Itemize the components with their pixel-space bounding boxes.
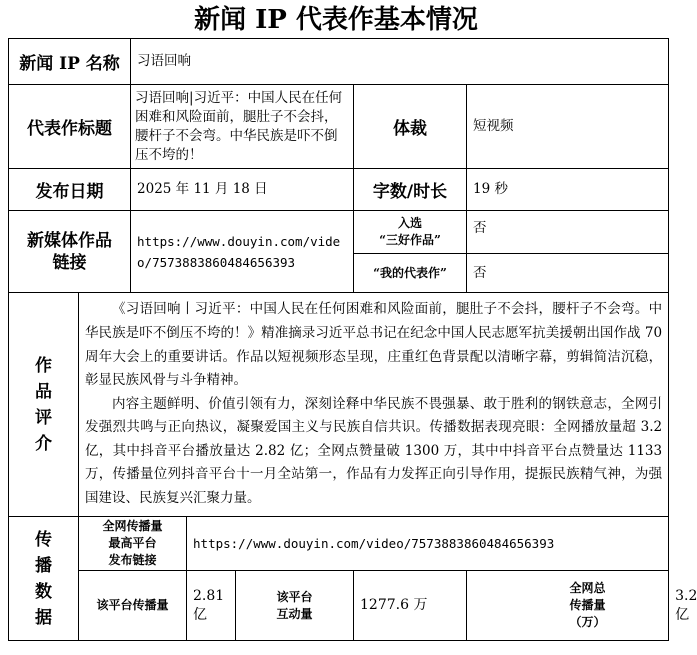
length-label: 字数/时长 [354, 169, 467, 211]
row-evaluation [9, 293, 669, 517]
row-spread-stats: 该平台传播量 2.81 亿 该平台 互动量 1277.6 万 全网总 传播量 （万） 3.2 亿 [9, 571, 669, 641]
total-spread-label-line1: 全网总 [569, 581, 606, 595]
length-value: 19 秒 [467, 169, 669, 211]
evaluation-paragraph-1: 《习语回响丨习近平：中国人民在任何困难和风险面前，腿肚子不会抖，腰杆子不会弯。中华民族是吓不倒压不垮的！》精准摘录习近平总书记在纪念中国人民志愿军抗美援朝出国作战 70 周年大会上的重要讲话。作品以短视频形态呈现，庄重红色背景配以清晰字幕，剪辑简洁沉稳，彰显民族风骨与斗争精神。 [85, 301, 663, 389]
row-title [9, 85, 669, 169]
top-platform-label-line2: 最高平台 [108, 536, 157, 550]
spread-label-char: 据 [35, 607, 52, 628]
row-ip-name [9, 39, 669, 85]
title-label: 代表作标题 [9, 85, 131, 169]
date-value: 2025 年 11 月 18 日 [131, 169, 354, 211]
total-spread-label [467, 571, 669, 641]
top-platform-label [79, 517, 187, 571]
top-platform-label-line1: 全网传播量 [102, 519, 163, 533]
top-platform-link[interactable]: https://www.douyin.com/video/7573883860484656393 [187, 517, 669, 571]
genre-label: 体裁 [354, 85, 467, 169]
spread-label-char: 数 [35, 581, 52, 602]
evaluation-label-char: 介 [35, 433, 52, 454]
ip-name-value: 习语回响 [131, 39, 669, 85]
total-spread-label-line3: （万） [569, 615, 606, 629]
spread-label [9, 517, 79, 641]
evaluation-paragraph-2: 内容主题鲜明、价值引领有力，深刻诠释中华民族不畏强暴、敢于胜利的钢铁意志，全网引发强烈共鸣与正向热议，凝聚爱国主义与民族自信共识。传播数据表现亮眼：全网播放量超 3.2 亿，其中抖音平台播放量达 2.82 亿；全网点赞量破 1300 万，其中中抖音平台点赞量达 1133 万，传播量位列抖音平台十一月全站第一，作品有力发挥正向引导作用，提振民族精气神，为强国建设、民族复兴汇聚力量。 [85, 395, 663, 507]
ip-name-label: 新闻 IP 名称 [9, 39, 131, 85]
total-spread-label-line2: 传播量 [569, 598, 606, 612]
spread-label-char: 播 [35, 555, 52, 576]
document-title: 新闻 IP 代表作基本情况 [194, 5, 478, 35]
three-good-label-line1: 入选 [398, 216, 423, 230]
link-label [9, 211, 131, 293]
row-top-platform [9, 517, 669, 571]
row-link [9, 211, 669, 254]
link-label-line2: 链接 [52, 252, 87, 273]
top-platform-label-line3: 发布链接 [108, 553, 157, 567]
three-good-label-line2: “三好作品” [379, 233, 441, 247]
evaluation-label-char: 评 [35, 407, 52, 428]
evaluation-label-char: 作 [35, 355, 52, 376]
platform-spread-value: 2.81 亿 [187, 571, 236, 641]
ip-info-table [8, 38, 697, 641]
spread-label-char: 传 [35, 529, 52, 550]
platform-interact-value: 1277.6 万 [354, 571, 467, 641]
platform-interact-label [236, 571, 354, 641]
link-value[interactable]: https://www.douyin.com/video/7573883860484656393 [131, 211, 354, 293]
evaluation-label [9, 293, 79, 517]
evaluation-label-char: 品 [35, 381, 52, 402]
my-work-label: “我的代表作” [354, 254, 467, 293]
platform-spread-label: 该平台传播量 [79, 571, 187, 641]
three-good-label [354, 211, 467, 254]
platform-interact-label-line1: 该平台 [276, 589, 313, 604]
my-work-value: 否 [467, 254, 669, 293]
evaluation-text [79, 293, 669, 517]
platform-interact-label-line2: 互动量 [276, 606, 313, 621]
genre-value: 短视频 [467, 85, 669, 169]
date-label: 发布日期 [9, 169, 131, 211]
three-good-value: 否 [467, 211, 669, 254]
row-date [9, 169, 669, 211]
link-label-line1: 新媒体作品 [27, 230, 112, 251]
title-value: 习语回响|习近平：中国人民在任何困难和风险面前，腿肚子不会抖，腰杆子不会弯。中华民族是吓不倒压不垮的！ [131, 85, 354, 169]
